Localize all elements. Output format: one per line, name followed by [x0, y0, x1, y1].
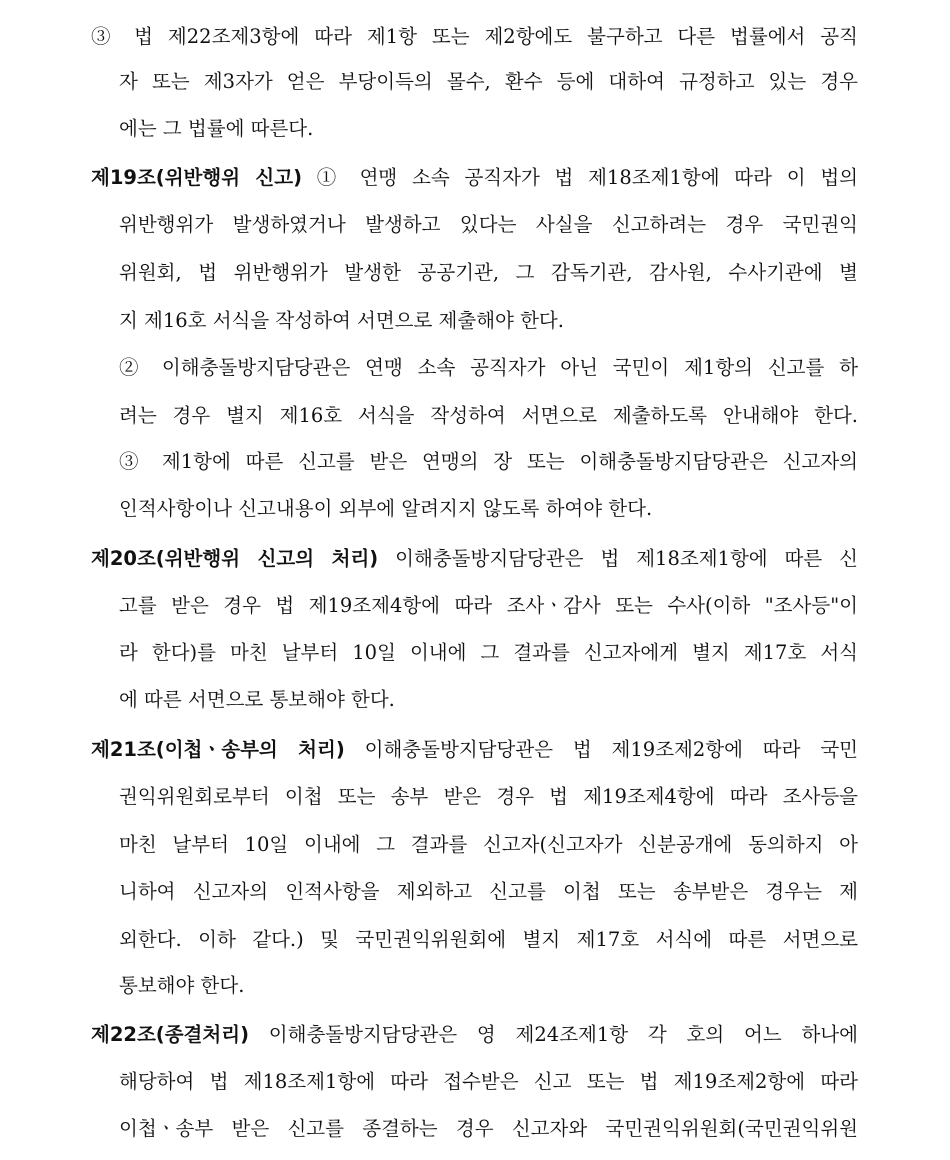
- article-line: 제22조(종결처리) 이해충돌방지담당관은 영 제24조제1항 각 호의 어느 하나에: [91, 1023, 858, 1046]
- text-line: ③ 법 제22조제3항에 따라 제1항 또는 제2항에도 불구하고 다른 법률에서 공직: [91, 25, 858, 48]
- text-line: 인적사항이나 신고내용이 외부에 알려지지 않도록 하여야 한다.: [119, 497, 653, 520]
- text-line: 통보해야 한다.: [119, 974, 245, 997]
- text-line: 려는 경우 별지 제16호 서식을 작성하여 서면으로 제출하도록 안내해야 한다.: [119, 404, 858, 427]
- article-line: 제21조(이첩ㆍ송부의 처리) 이해충돌방지담당관은 법 제19조제2항에 따라 국민: [91, 738, 859, 761]
- article-heading: 제20조(위반행위 신고의 처리): [91, 547, 379, 570]
- text-line: 해당하여 법 제18조제1항에 따라 접수받은 신고 또는 법 제19조제2항에 따라: [119, 1070, 858, 1093]
- text-line: 라 한다)를 마친 날부터 10일 이내에 그 결과를 신고자에게 별지 제17호 서식: [119, 641, 858, 664]
- article-heading: 제21조(이첩ㆍ송부의 처리): [91, 738, 345, 761]
- article-line: 제20조(위반행위 신고의 처리) 이해충돌방지담당관은 법 제18조제1항에 따른 신: [91, 547, 858, 570]
- article-line: 제19조(위반행위 신고) ① 연맹 소속 공직자가 법 제18조제1항에 따라 이 법의: [91, 166, 858, 189]
- text-line: 위원회, 법 위반행위가 발생한 공공기관, 그 감독기관, 감사원, 수사기관에 별: [119, 261, 858, 284]
- text-line: 에 따른 서면으로 통보해야 한다.: [119, 688, 395, 711]
- text-line: 권익위원회로부터 이첩 또는 송부 받은 경우 법 제19조제4항에 따라 조사등을: [119, 785, 858, 808]
- text-line: 니하여 신고자의 인적사항을 제외하고 신고를 이첩 또는 송부받은 경우는 제: [119, 880, 858, 903]
- text-line: ③ 제1항에 따른 신고를 받은 연맹의 장 또는 이해충돌방지담당관은 신고자의: [119, 450, 858, 473]
- text-line: 마친 날부터 10일 이내에 그 결과를 신고자(신고자가 신분공개에 동의하지 아: [119, 833, 858, 856]
- text-line: 고를 받은 경우 법 제19조제4항에 따라 조사ㆍ감사 또는 수사(이하 "조사등"이: [119, 594, 858, 617]
- text-line: 위반행위가 발생하였거나 발생하고 있다는 사실을 신고하려는 경우 국민권익: [119, 213, 858, 236]
- article-heading: 제19조(위반행위 신고): [91, 166, 303, 189]
- text-line: 자 또는 제3자가 얻은 부당이득의 몰수, 환수 등에 대하여 규정하고 있는 경우: [119, 70, 858, 93]
- article-heading: 제22조(종결처리): [91, 1023, 249, 1046]
- text-line: 지 제16호 서식을 작성하여 서면으로 제출해야 한다.: [119, 309, 564, 332]
- text-line: ② 이해충돌방지담당관은 연맹 소속 공직자가 아닌 국민이 제1항의 신고를 하: [119, 356, 858, 379]
- text-line: 외한다. 이하 같다.) 및 국민권익위원회에 별지 제17호 서식에 따른 서면으로: [119, 928, 858, 951]
- text-line: 에는 그 법률에 따른다.: [119, 117, 314, 140]
- text-line: 이첩ㆍ송부 받은 신고를 종결하는 경우 신고자와 국민권익위원회(국민권익위원: [119, 1117, 858, 1140]
